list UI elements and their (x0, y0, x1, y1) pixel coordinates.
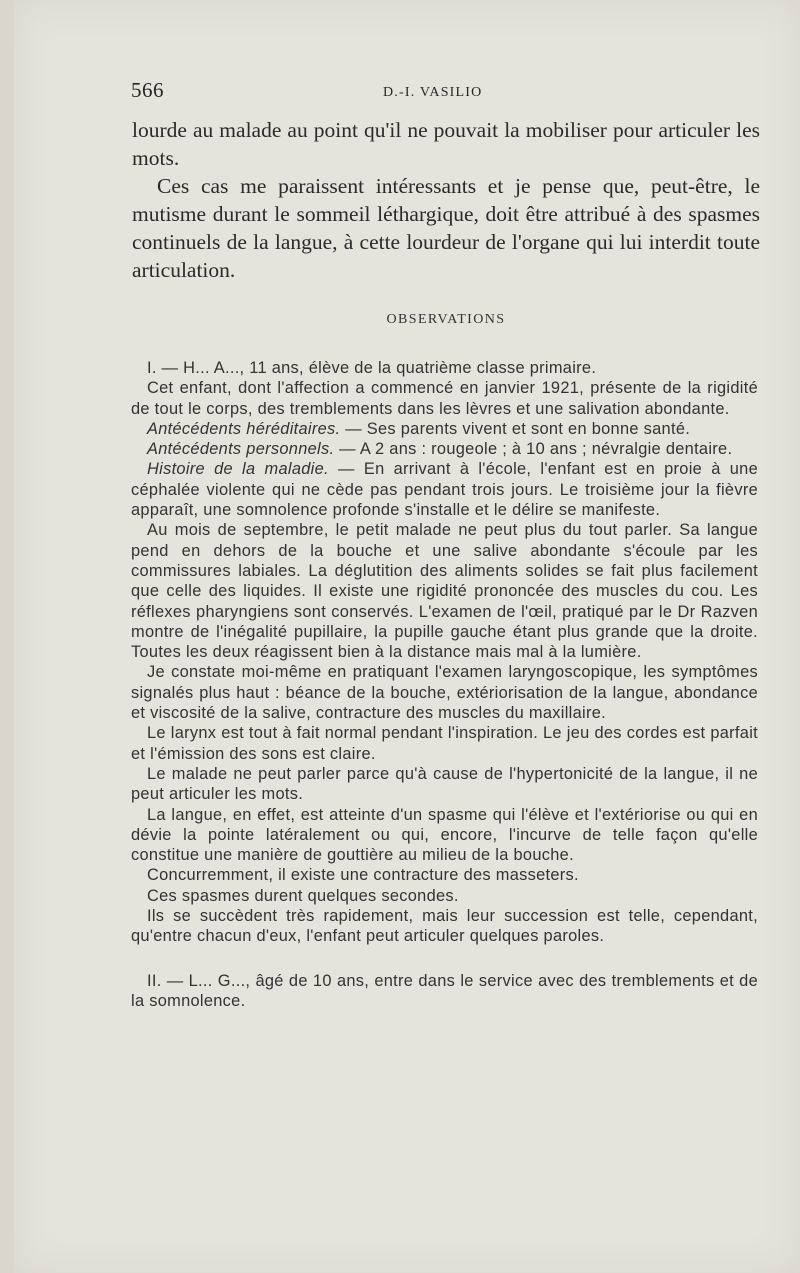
hereditary-text: — Ses parents vivent et sont en bonne santé. (340, 419, 691, 438)
page-header (131, 78, 761, 108)
hereditary-label: Antécédents héréditaires. (147, 419, 341, 438)
hereditary-antecedents (131, 419, 758, 439)
intro-paragraph-1: lourde au malade au point qu'il ne pouvait la mobiliser pour articuler les mots. (132, 118, 760, 170)
intro-text (132, 116, 760, 284)
laryngoscopy-paragraph: Je constate moi-même en pratiquant l'examen laryngoscopique, les symptômes signalés plus haut : béance de la bouche, extériorisation de la langue, abondance et viscosité de la salive, contracture des muscles du maxillaire. (131, 663, 758, 723)
tongue-paragraph: La langue, en effet, est atteinte d'un spasme qui l'élève et l'extériorise ou qui en dévie la pointe latéralement ou qui, encore, l'incurve de telle façon qu'elle constitue une manière de gouttière au milieu de la bouche. (131, 805, 758, 865)
observations-text (131, 358, 758, 1011)
observation-2-title: II. — L... G..., âgé de 10 ans, entre dans le service avec des tremblements et de la somnolence. (131, 971, 758, 1010)
spasms-paragraph: Ces spasmes durent quelques secondes. (147, 886, 459, 905)
observation-1-paragraph: Cet enfant, dont l'affection a commencé en janvier 1921, présente de la rigidité de tout le corps, des tremblements dans les lèvres et une salivation abondante. (131, 379, 758, 418)
history-label: Histoire de la maladie. (147, 460, 329, 479)
speech-paragraph: Le malade ne peut parler parce qu'à cause de l'hypertonicité de la langue, il ne peut articuler les mots. (131, 764, 758, 804)
disease-history (131, 459, 758, 520)
succession-paragraph: Ils se succèdent très rapidement, mais leur succession est telle, cependant, qu'entre chacun d'eux, l'enfant peut articuler quelques paroles. (131, 907, 758, 946)
intro-paragraph-2: Ces cas me paraissent intéressants et je pense que, peut-être, le mutisme durant le sommeil léthargique, doit être attribué à des spasmes continuels de la langue, à cette lourdeur de l'organe qui lui interdit toute articulation. (132, 174, 760, 282)
personal-antecedents (131, 439, 758, 459)
page-number: 566 (131, 78, 164, 102)
larynx-paragraph: Le larynx est tout à fait normal pendant l'inspiration. Le jeu des cordes est parfait et l'émission des sons est claire. (131, 724, 758, 763)
personal-label: Antécédents personnels. (147, 440, 335, 459)
september-paragraph: Au mois de septembre, le petit malade ne peut plus du tout parler. Sa langue pend en dehors de la bouche et une salive abondante s'écoule par les commissures labiales. La déglutition des aliments solides se fait plus facilement que celle des liquides. Il existe une rigidité prononcée des muscles du cou. Les réflexes pharyngiens sont conservés. L'examen de l'œil, pratiqué par le Dr Razven montre de l'inégalité pupillaire, la pupille gauche étant plus grande que la droite. Toutes les deux réagissent bien à la distance mais mal à la lumière. (131, 521, 758, 662)
masseters-paragraph: Concurremment, il existe une contracture des masseters. (147, 866, 579, 885)
history-text: — En arrivant à l'école, l'enfant est en proie à une céphalée violente qui ne cède pas pendant trois jours. Le troisième jour la fièvre apparaît, une somnolence profonde s'installe et le délire se manifeste. (131, 460, 759, 520)
observation-1-title: I. — H... A..., 11 ans, élève de la quatrième classe primaire. (147, 359, 597, 377)
personal-text: — A 2 ans : rougeole ; à 10 ans ; névralgie dentaire. (334, 440, 733, 459)
running-head: D.-I. VASILIO (383, 85, 483, 100)
section-title: OBSERVATIONS (386, 312, 506, 327)
